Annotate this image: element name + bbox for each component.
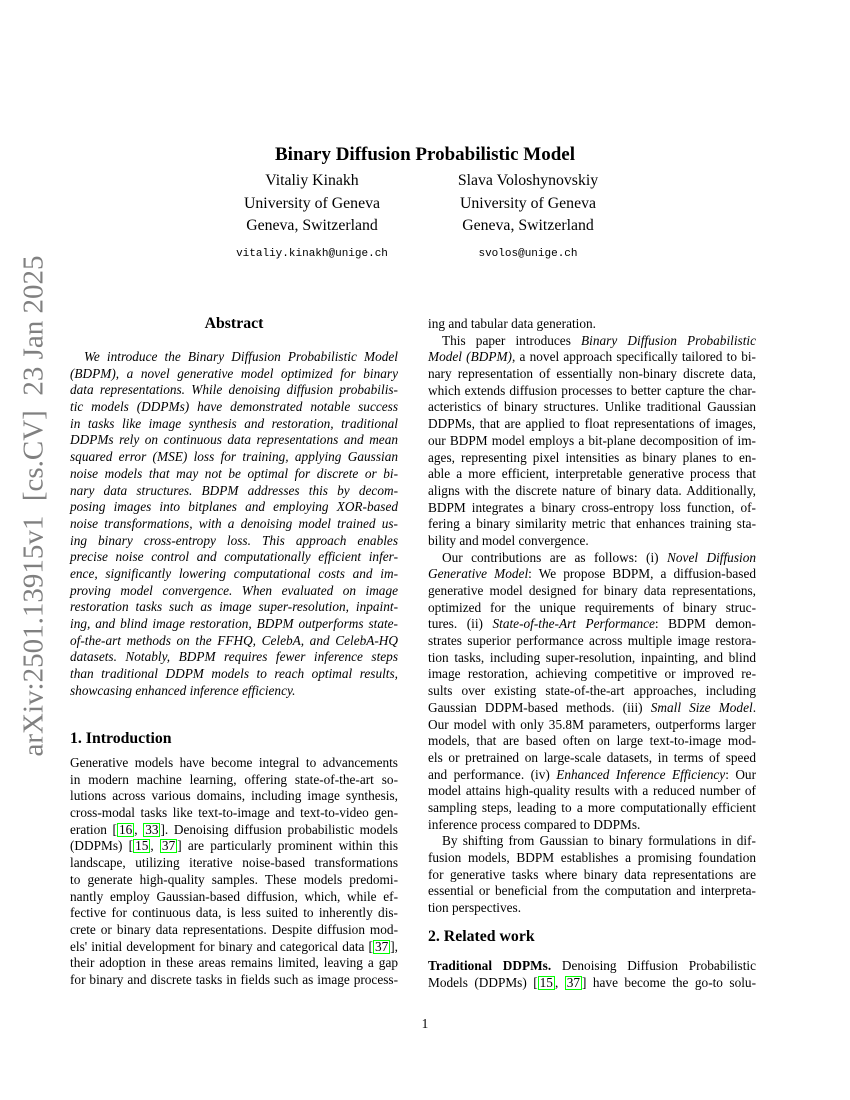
citation-link[interactable]: 16: [118, 821, 133, 837]
text-line: posing images into bitplanes and employing XOR-based: [70, 499, 398, 515]
text-line: inference process compared to DDPMs.: [428, 816, 641, 832]
bold-run-in-heading: Traditional DDPMs.: [428, 958, 552, 973]
citation-link[interactable]: 37: [374, 938, 389, 954]
text-line: optimized for the unique requirements of binary struc-: [428, 599, 756, 615]
italic-text: Enhanced Inference Efficiency: [556, 766, 726, 782]
related-work-body: [428, 958, 756, 991]
text-line: bility and model convergence.: [428, 532, 589, 548]
right-column-body: [428, 316, 756, 917]
italic-text: State-of-the-Art Performance: [492, 616, 655, 632]
author-name: Vitaliy Kinakh: [265, 172, 359, 189]
italic-text: Novel Diffusion: [667, 549, 756, 565]
text-line: DDPMs, that are applied to float representations of images,: [428, 416, 756, 432]
text-line: tures. (ii) State-of-the-Art Performance: BDPM demon-: [428, 616, 756, 632]
text-line: Models (DDPMs) [ 15 , 37 ] have become the go-to solu-: [428, 974, 756, 990]
text-line: their adoption in these areas remains limited, leaving a gap: [70, 955, 398, 971]
paragraph: [428, 833, 756, 916]
arxiv-identifier-stamp: arXiv:2501.13915v1 [cs.CV] 23 Jan 2025: [17, 255, 50, 757]
text-line: ing binary cross-entropy loss. This approach enables: [70, 532, 398, 548]
paragraph: [70, 755, 398, 989]
text-line: (BDPM), a novel generative model optimized for binary: [70, 365, 398, 381]
text-line: tion perspectives.: [428, 900, 522, 916]
text-line: for generative tasks where binary data representations are: [428, 866, 756, 882]
text-line: BDPM integrates a binary cross-entropy loss function, of-: [428, 499, 756, 515]
text-line: sampling steps, leading to a more computationally efficient: [428, 799, 756, 815]
text-line: tic models (DDPMs) have demonstrated notable success: [70, 399, 398, 415]
text-line: sults over existing state-of-the-art approaches, including: [428, 683, 756, 699]
paragraph: [428, 958, 756, 991]
citation-link[interactable]: 15: [539, 974, 553, 990]
text-line: Our model with only 35.8M parameters, outperforms larger: [428, 716, 756, 732]
page-number: 1: [421, 1016, 429, 1031]
text-line: and performance. (iv) Enhanced Inference Efficiency: Our: [428, 766, 757, 782]
text-line: ing and tabular data generation.: [428, 316, 596, 331]
italic-text: Binary Diffusion Probabilistic: [581, 332, 756, 348]
text-line: to generate high-quality samples. These models predomi-: [70, 871, 398, 887]
italic-text: Generative Model: [428, 566, 529, 582]
paragraph: [428, 316, 756, 333]
text-line: This paper introduces Binary Diffusion Probabilistic: [442, 332, 756, 348]
author-block-2: [398, 170, 658, 261]
text-line: essential or beneficial from the computation and interpreta-: [428, 883, 756, 899]
text-line: By shifting from Gaussian to binary formulations in dif-: [442, 833, 756, 849]
author-name: Slava Voloshynovskiy: [457, 172, 599, 189]
introduction-heading: 1. Introduction: [70, 730, 172, 747]
text-line: proving model convergence. When evaluated on image: [70, 582, 398, 598]
text-line: than traditional DDPM models to reach optimal results,: [70, 666, 398, 682]
paragraph: [428, 333, 756, 550]
text-line: strates superior performance across multiple image restora-: [428, 633, 756, 649]
text-line: DDPMs rely on continuous data representations and mean: [70, 432, 398, 448]
citation-link[interactable]: 15: [135, 838, 149, 854]
author-affiliation: University of Geneva: [244, 194, 380, 212]
text-line: els or pretrained on large-scale datasets, in terms of speed: [428, 749, 756, 765]
text-line: tion tasks, including super-resolution, inpainting, and blind: [428, 649, 756, 665]
text-line: in modern machine learning, offering state-of-the-art so-: [70, 771, 398, 787]
citation-link[interactable]: 33: [145, 821, 159, 837]
text-line: fering a binary similarity metric that enhances training sta-: [428, 516, 756, 532]
author-location: Geneva, Switzerland: [246, 217, 378, 234]
abstract-heading: Abstract: [204, 315, 264, 332]
text-line: landscape, utilizing iterative noise-based transformations: [70, 855, 398, 871]
text-line: generative model designed for binary data representations,: [428, 583, 756, 598]
citation-link[interactable]: 37: [566, 974, 581, 990]
related-work-heading: 2. Related work: [428, 928, 535, 945]
text-line: in tasks like image synthesis and restoration, traditional: [70, 415, 398, 431]
text-line: models, that are based often on large text-to-image mod-: [428, 733, 756, 749]
text-line: aligns with the discrete nature of binary data. Additionally,: [428, 482, 756, 498]
introduction-body: [70, 755, 398, 989]
text-line: Traditional DDPMs. Denoising Diffusion Probabilistic: [428, 958, 756, 973]
text-line: Gaussian DDPM-based methods. (iii) Small Size Model.: [428, 699, 757, 715]
text-line: noise transformations, with a denoising model trained us-: [70, 515, 398, 531]
text-line: ages, representing pixel intensities as binary planes to en-: [428, 449, 756, 465]
text-line: datasets. Notably, BDPM requires fewer inference steps: [70, 649, 398, 665]
text-line: ing, and blind image restoration, BDPM outperforms state-: [70, 616, 398, 631]
author-email[interactable]: svolos@unige.ch: [478, 247, 578, 260]
text-line: nary representation of essentially non-binary discrete data,: [428, 366, 756, 382]
text-line: nary data structures. BDPM addresses this by decom-: [70, 482, 398, 498]
text-line: cross-modal tasks like text-to-image and text-to-video gen-: [70, 805, 398, 821]
text-line: which extends diffusion processes to better capture the char-: [428, 382, 756, 398]
abstract-body: [70, 349, 398, 699]
italic-text: Model (BDPM): [428, 349, 512, 365]
text-line: ence, significantly lowering computational costs and im-: [70, 565, 398, 581]
text-line: We introduce the Binary Diffusion Probabilistic Model: [84, 349, 398, 364]
text-line: of-the-art methods on the FFHQ, CelebA, and CelebA-HQ: [70, 632, 398, 648]
text-line: Generative models have become integral to advancements: [70, 755, 398, 770]
paragraph: [428, 550, 756, 834]
italic-text: Small Size Model: [650, 699, 753, 715]
text-line: Our contributions are as follows: (i) Novel Diffusion: [442, 549, 756, 565]
author-affiliation: University of Geneva: [460, 194, 596, 212]
text-line: precise noise control and computationally efficient infer-: [70, 549, 398, 565]
text-line: for binary and discrete tasks in fields such as image process-: [70, 971, 398, 987]
text-line: Model (BDPM), a novel approach specifically tailored to bi-: [428, 349, 756, 365]
paragraph: [70, 349, 398, 699]
text-line: model attains high-quality results with a reduced number of: [428, 783, 756, 799]
citation-link[interactable]: 37: [161, 838, 176, 854]
text-line: our BDPM model employs a bit-plane decomposition of im-: [428, 432, 756, 448]
text-line: showcasing enhanced inference efficiency.: [70, 682, 296, 698]
text-line: els' initial development for binary and categorical data [ 37 ],: [70, 938, 398, 954]
text-line: lutions across various domains, including image synthesis,: [70, 788, 398, 804]
text-line: fusion models, BDPM establishes a promising foundation: [428, 850, 756, 865]
text-line: Generative Model: We propose BDPM, a diffusion-based: [428, 566, 757, 582]
text-line: able a more efficient, interpretable generative process that: [428, 466, 756, 482]
text-line: noise models that may not be optimal for discrete or bi-: [70, 465, 398, 481]
paper-title: Binary Diffusion Probabilistic Model: [275, 144, 575, 165]
text-line: fective for continuous data, is less suited to inherently dis-: [70, 905, 398, 921]
text-line: eration [ 16 , 33 ]. Denoising diffusion probabilistic models: [70, 821, 398, 837]
text-line: squared error (MSE) loss for training, applying Gaussian: [70, 449, 398, 465]
text-line: restoration tasks such as image super-resolution, inpaint-: [70, 599, 398, 615]
text-line: nantly employ Gaussian-based diffusion, which, while ef-: [70, 888, 398, 904]
text-line: crete or binary data representations. Despite diffusion mod-: [70, 921, 398, 937]
text-line: image restoration, achieving competitive or improved re-: [428, 666, 756, 682]
author-email[interactable]: vitaliy.kinakh@unige.ch: [236, 247, 388, 260]
text-line: data representations. While denoising diffusion probabilis-: [70, 382, 398, 398]
text-line: acteristics of binary structures. Unlike traditional Gaussian: [428, 399, 756, 415]
text-line: (DDPMs) [ 15 , 37 ] are particularly prominent within this: [70, 838, 398, 854]
author-location: Geneva, Switzerland: [462, 217, 594, 234]
